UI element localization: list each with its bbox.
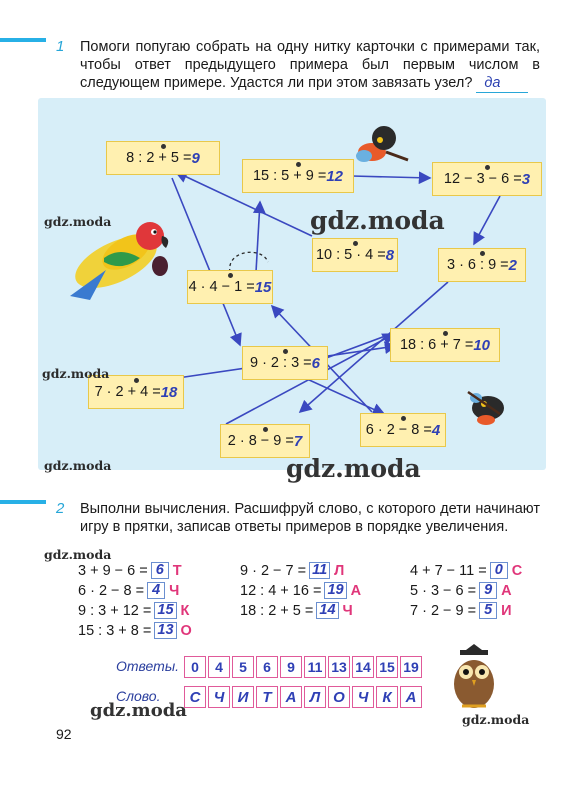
answer-cell: 6	[256, 656, 278, 678]
arrow-3-to-3	[474, 196, 500, 244]
arrow-9-to-9	[172, 178, 240, 345]
answer-cell: 15	[376, 656, 398, 678]
watermark-6: gdz.moda	[90, 700, 187, 721]
task2-text: Выполни вычисления. Расшифруй слово, с которого дети начинают игру в прятки, записав ответы примеров в порядке увеличения.	[80, 501, 540, 535]
answer-cell: 9	[280, 656, 302, 678]
task1-question: Помоги попугаю собрать на одну нитку карточки с примерами так, чтобы ответ предыдущего примера был первым числом в следующем примере. Удастся ли при этом завязать узел?	[80, 39, 540, 91]
parrot-illustration	[68, 222, 169, 300]
watermark-3: gdz.moda	[42, 366, 110, 381]
eq-2: 6 · 2 − 8 = 4 Ч	[78, 582, 180, 599]
card-8-2-5: 8 : 2 + 5 = 9	[106, 141, 220, 175]
card-4-4-1: 4 · 4 − 1 = 15	[187, 270, 273, 304]
card-15-5-9: 15 : 5 + 9 = 12	[242, 159, 354, 193]
card-12-3-6: 12 − 3 − 6 = 3	[432, 162, 542, 196]
task1-answer: да	[476, 74, 528, 93]
word-cell: А	[400, 686, 422, 708]
eq-8: 4 + 7 − 11 = 0 С	[410, 562, 523, 579]
card-6-2-8: 6 · 2 − 8 = 4	[360, 413, 446, 447]
owl-illustration	[454, 644, 494, 708]
word-cell: И	[232, 686, 254, 708]
word-cell: О	[328, 686, 350, 708]
word-label: Слово.	[116, 688, 161, 704]
word-cell: Л	[304, 686, 326, 708]
word-cell: Ч	[352, 686, 374, 708]
card-9-2-3: 9 · 2 : 3 = 6	[242, 346, 328, 380]
eq-7: 18 : 2 + 5 = 14 Ч	[240, 602, 353, 619]
task2-accent-bar	[0, 500, 46, 504]
butterfly-bottom	[468, 392, 504, 425]
answer-cell: 14	[352, 656, 374, 678]
word-cell: С	[184, 686, 206, 708]
task2-number: 2	[56, 500, 65, 517]
card-7-2-4: 7 · 2 + 4 = 18	[88, 375, 184, 409]
word-cell: Ч	[208, 686, 230, 708]
eq-5: 9 · 2 − 7 = 11 Л	[240, 562, 345, 579]
word-cell: А	[280, 686, 302, 708]
arrow-12-to-12	[352, 176, 430, 178]
card-2-8-9: 2 · 8 − 9 = 7	[220, 424, 310, 458]
eq-1: 3 + 9 − 6 = 6 Т	[78, 562, 182, 579]
arrow-15-to-15	[256, 202, 260, 272]
watermark-7: gdz.moda	[462, 712, 530, 727]
answer-cell: 19	[400, 656, 422, 678]
watermark-4: gdz.moda	[44, 458, 112, 473]
card-3-6-9: 3 · 6 : 9 = 2	[438, 248, 526, 282]
eq-10: 7 · 2 − 9 = 5 И	[410, 602, 512, 619]
card-10-5-4: 10 : 5 · 4 = 8	[312, 238, 398, 272]
answer-cell: 13	[328, 656, 350, 678]
answer-cell: 4	[208, 656, 230, 678]
watermark-5: gdz.moda	[44, 547, 112, 562]
answers-label: Ответы.	[116, 658, 180, 674]
watermark-2: gdz.moda	[44, 214, 112, 229]
eq-3: 9 : 3 + 12 = 15 К	[78, 602, 190, 619]
eq-6: 12 : 4 + 16 = 19 А	[240, 582, 362, 599]
word-cell: Т	[256, 686, 278, 708]
page-number: 92	[56, 726, 72, 742]
eq-4: 15 : 3 + 8 = 13 О	[78, 622, 192, 639]
answer-cell: 5	[232, 656, 254, 678]
task1-number: 1	[56, 38, 65, 55]
butterfly-top	[356, 126, 408, 162]
eq-9: 5 · 3 − 6 = 9 А	[410, 582, 512, 599]
watermark-large-1: gdz.moda	[310, 206, 445, 235]
watermark-large-2: gdz.moda	[286, 454, 421, 483]
answer-cell: 11	[304, 656, 326, 678]
card-18-6-7: 18 : 6 + 7 = 10	[390, 328, 500, 362]
answer-cell: 0	[184, 656, 206, 678]
word-cell: К	[376, 686, 398, 708]
